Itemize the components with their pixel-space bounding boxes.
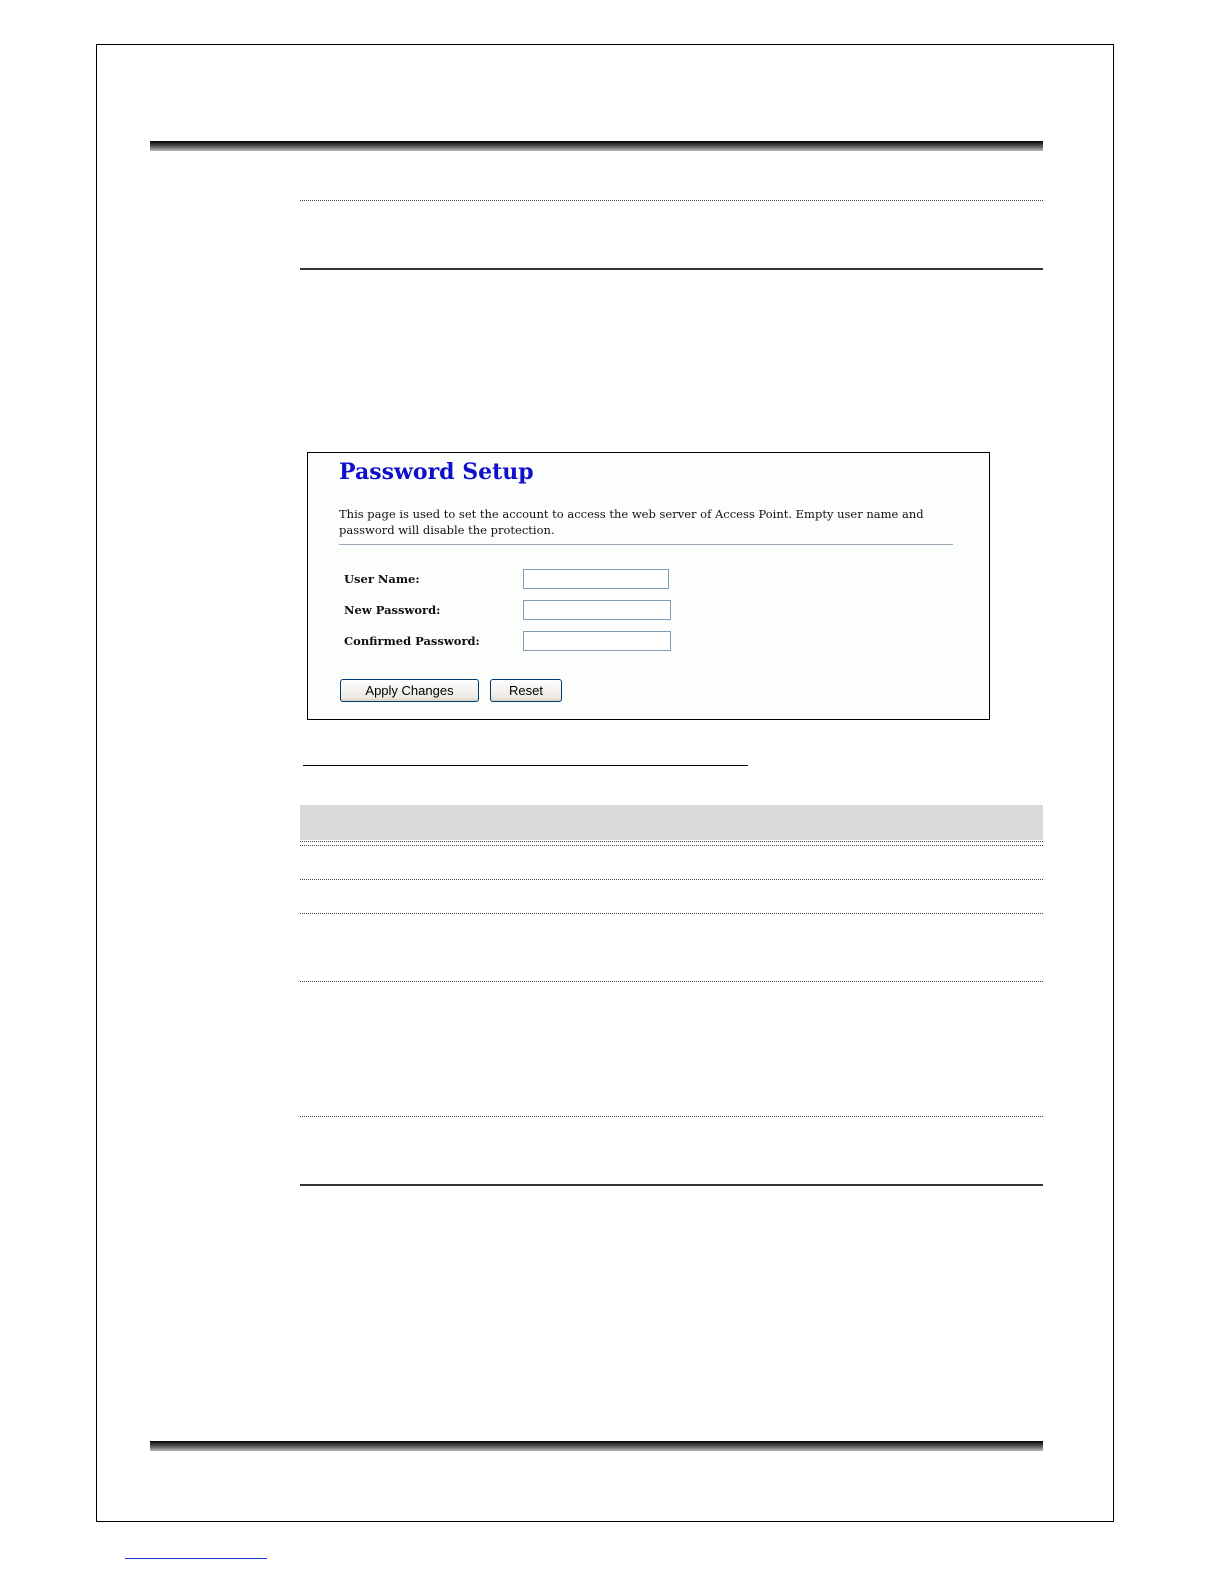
table-rule [300, 879, 1043, 880]
table-rule [300, 981, 1043, 982]
user-name-input[interactable] [523, 569, 669, 589]
new-password-input[interactable] [523, 600, 671, 620]
page-border [96, 44, 1114, 1522]
page-title: Password Setup [339, 459, 534, 485]
new-password-label: New Password: [344, 603, 441, 617]
table-rule-bottom [300, 268, 1043, 270]
user-name-label: User Name: [344, 572, 420, 586]
table-rule-top [300, 200, 1043, 201]
table-rule [300, 1116, 1043, 1117]
footnote-link-underline [125, 1558, 267, 1559]
table-rule [300, 841, 1043, 842]
confirmed-password-label: Confirmed Password: [344, 634, 480, 648]
header-bar [150, 141, 1043, 151]
caption-underline [303, 765, 748, 766]
divider [339, 544, 953, 545]
footer-bar [150, 1441, 1043, 1451]
table-rule [300, 913, 1043, 914]
reset-button[interactable]: Reset [490, 679, 562, 702]
table-rule-bottom [300, 1184, 1043, 1186]
table-rule [300, 845, 1043, 846]
confirmed-password-input[interactable] [523, 631, 671, 651]
apply-changes-button[interactable]: Apply Changes [340, 679, 479, 702]
page-description: This page is used to set the account to access the web server of Access Point. Empty user name and password will disable the protection. [339, 507, 924, 537]
password-setup-panel [307, 452, 990, 720]
table-header-row [300, 805, 1043, 840]
